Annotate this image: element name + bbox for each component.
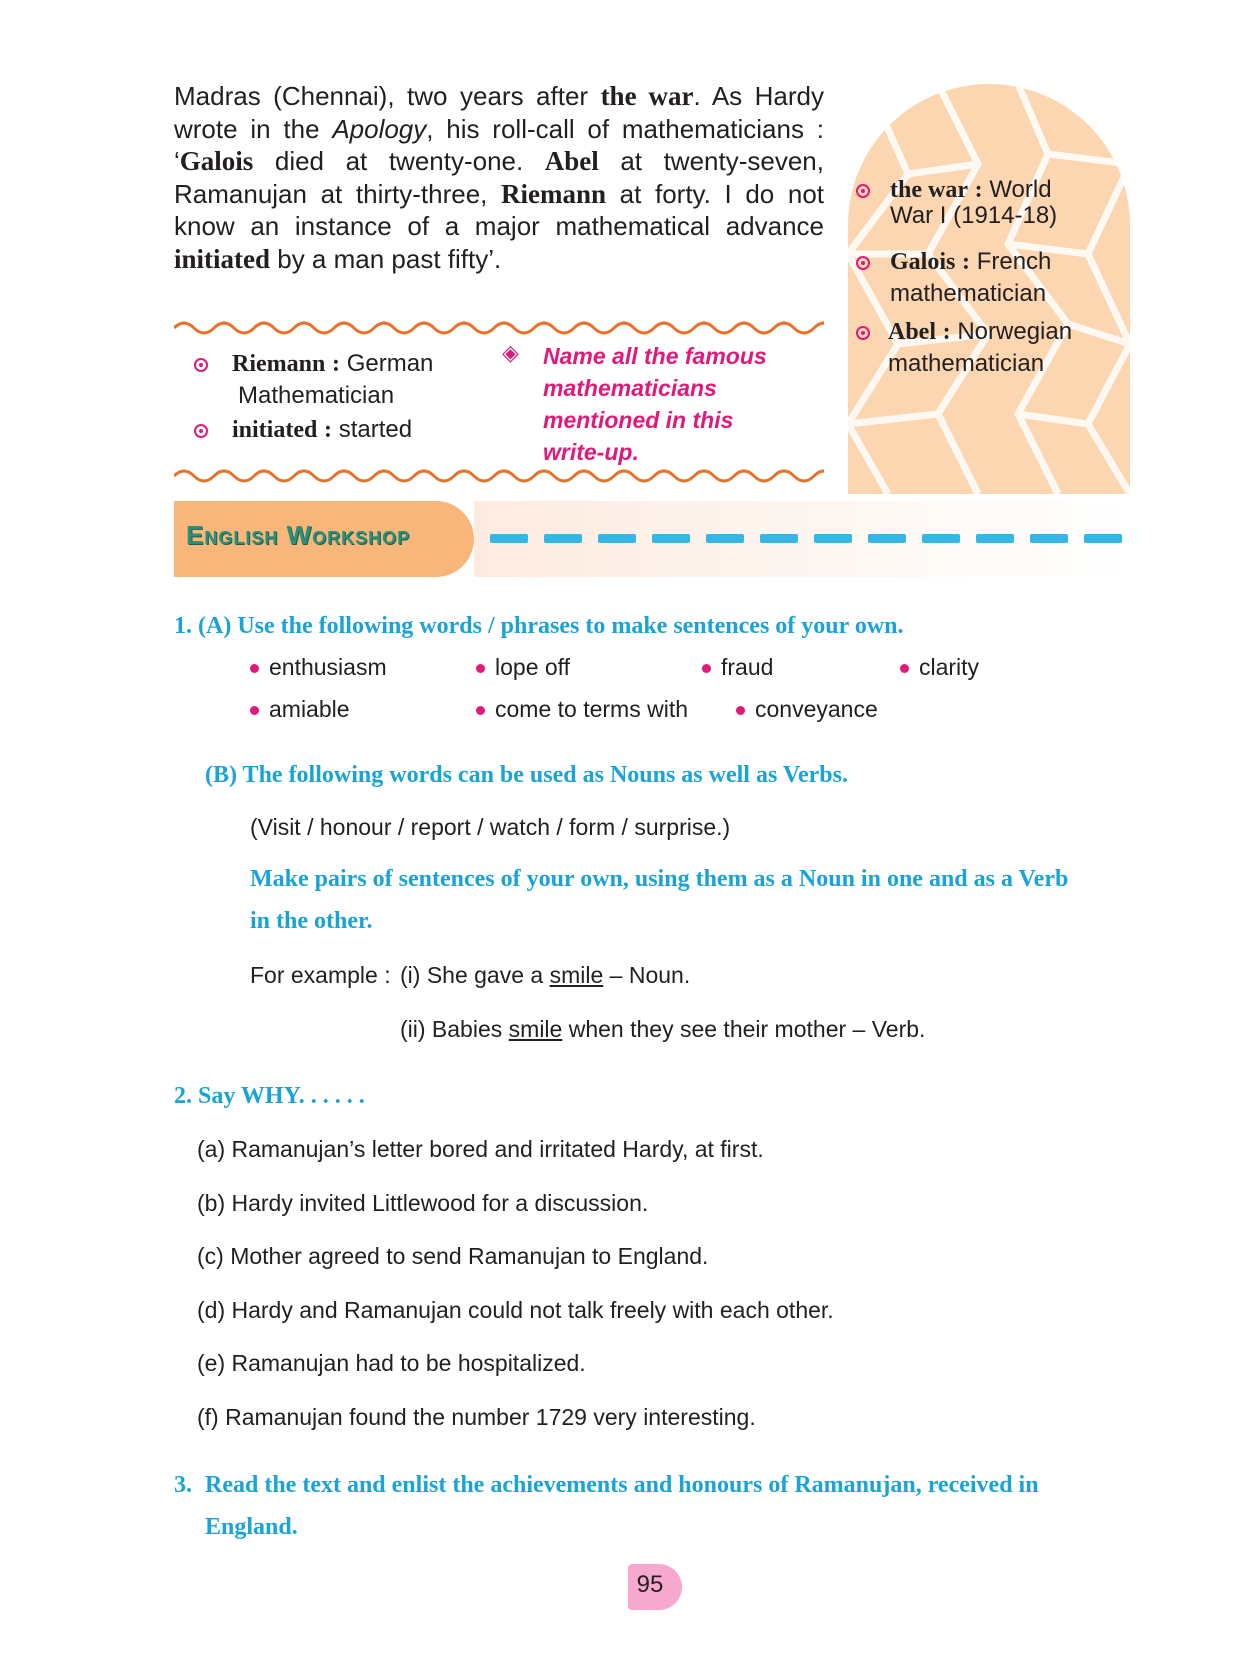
glossary-meaning: mathematician (890, 280, 1047, 307)
question-2-item: (e) Ramanujan had to be hospitalized. (197, 1350, 586, 1376)
glossary-meaning: War I (1914-18) (890, 202, 1058, 229)
noun-verb-words: (Visit / honour / report / watch / form / surprise.) (250, 814, 731, 840)
glossary-item-the-war: the war : World (890, 176, 1052, 203)
wave-divider-top (174, 318, 824, 338)
question-2-item: (b) Hardy invited Littlewood for a discussion. (197, 1190, 649, 1216)
question-2-heading: 2. Say WHY. . . . . . (174, 1083, 365, 1109)
word-item: amiable (250, 696, 350, 723)
workshop-title: English Workshop (186, 520, 411, 550)
diamond-icon: ◈ (502, 340, 519, 365)
question-2-item: (d) Hardy and Ramanujan could not talk freely with each other. (197, 1297, 834, 1323)
word-item: lope off (476, 654, 570, 681)
word-item: come to terms with (476, 696, 688, 723)
bullet-icon (856, 326, 870, 345)
word-item: enthusiasm (250, 654, 387, 681)
think-question: Name all the famous mathematicians mentioned in this write-up. (543, 343, 767, 465)
question-2-item: (a) Ramanujan’s letter bored and irritated Hardy, at first. (197, 1136, 764, 1162)
glossary-item-riemann: Riemann : German (232, 350, 434, 377)
question-2-item: (c) Mother agreed to send Ramanujan to England. (197, 1243, 709, 1269)
question-1b-heading: (B) The following words can be used as Nouns as well as Verbs. (205, 762, 848, 788)
word-item: clarity (900, 654, 979, 681)
glossary-item-abel: Abel : Norwegian (888, 318, 1073, 345)
bullet-icon (856, 184, 870, 203)
question-1b-instruction: Make pairs of sentences of your own, using them as a Noun in one and as a Verb (250, 866, 1069, 892)
glossary-item-galois: Galois : French (890, 248, 1052, 275)
question-1b-instruction-cont: in the other. (250, 908, 373, 934)
question-2-item: (f) Ramanujan found the number 1729 very interesting. (197, 1404, 756, 1430)
question-3-text: Read the text and enlist the achievements and honours of Ramanujan, received in (205, 1472, 1039, 1498)
bullet-icon (194, 424, 208, 443)
dashed-line-decoration (490, 532, 1130, 546)
wave-divider-bottom (174, 466, 824, 486)
example-1: (i) She gave a smile – Noun. (400, 962, 691, 988)
question-3-text-cont: England. (205, 1514, 298, 1540)
question-3-number: 3. (174, 1472, 192, 1498)
word-item: conveyance (736, 696, 878, 723)
bullet-icon (194, 358, 208, 377)
example-2: (ii) Babies smile when they see their mother – Verb. (400, 1016, 926, 1042)
bullet-icon (856, 256, 870, 275)
question-1a-heading: 1. (A) Use the following words / phrases to make sentences of your own. (174, 613, 904, 639)
glossary-item-initiated: initiated : started (232, 416, 413, 443)
intro-paragraph: Madras (Chennai), two years after the war. As Hardy wrote in the Apology, his roll-call of mathematicians : ‘Galois died at twenty-one. Abel at twenty-seven, Ramanujan at thirty-three, Riemann at forty. I do not know an instance of a major mathematical advance initiated by a man past fifty’. (174, 81, 825, 274)
example-label: For example : (250, 962, 391, 988)
glossary-meaning: Mathematician (238, 382, 395, 409)
word-item: fraud (702, 654, 773, 681)
glossary-meaning: mathematician (888, 350, 1045, 377)
page-number: 95 (636, 1571, 664, 1598)
